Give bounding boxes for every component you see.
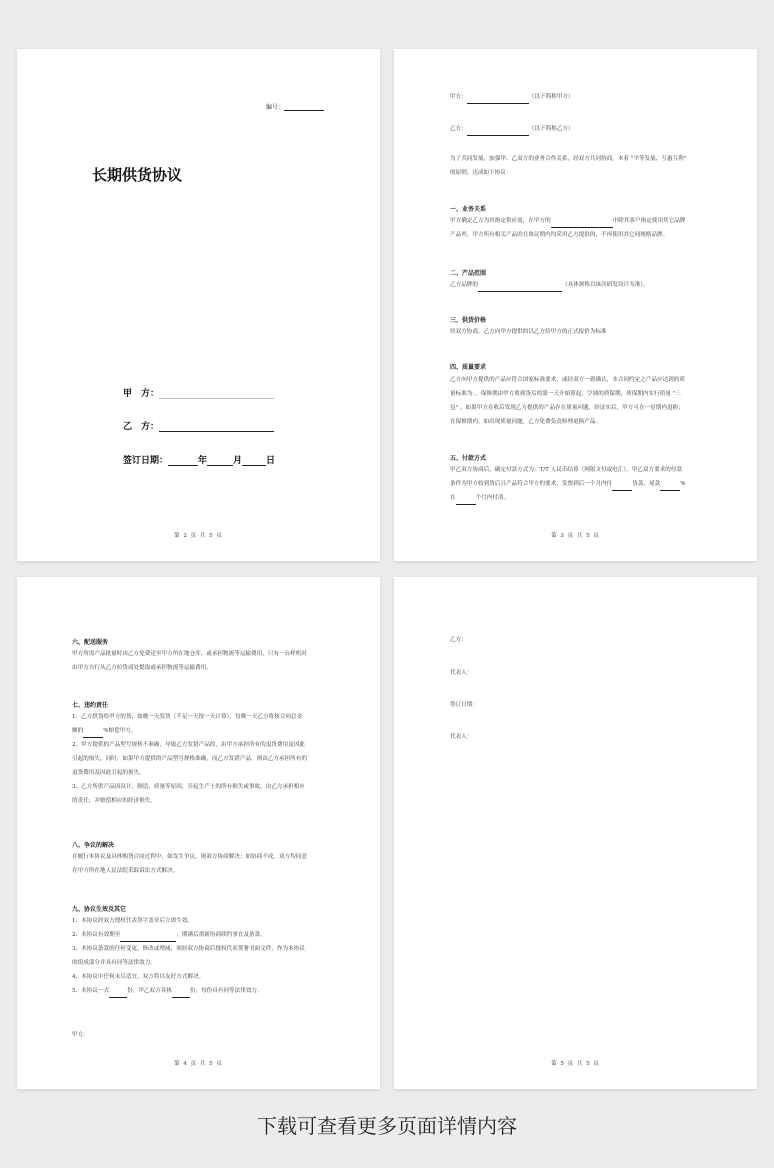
s5-blank-1 — [612, 490, 632, 491]
party-b-blank — [467, 135, 529, 136]
day-blank — [242, 465, 266, 466]
s2-blank — [478, 291, 562, 292]
sign-date: 签订日期： — [450, 702, 478, 708]
month-blank — [207, 465, 233, 466]
s1-text-a: 甲方确定乙方为其指定供应商，在甲方的 — [450, 218, 551, 224]
party-b-label: 乙方： — [450, 126, 467, 132]
s2-text-a: 乙方品牌的 — [450, 282, 478, 288]
s9-line-6 — [72, 984, 328, 998]
s7-text-a: 额的 — [72, 728, 84, 734]
page-footer: 第 3 页 共 5 页 — [551, 533, 600, 539]
s9-line-1: 1、本协议经双方授权代表签字盖章后立即生效。 — [72, 918, 194, 924]
s2-text-b: （具体规格以该次研发设计为准）。 — [561, 282, 649, 288]
intro-paragraph — [450, 152, 705, 180]
s9-blank-2 — [109, 997, 127, 998]
section-1-line-2: 产品外，甲方所有相关产品的在协议期内均采用乙方提供的，不再使用其它同规格品牌。 — [450, 232, 669, 238]
s9-line-5: 4、本协议中任何未尽适宜，双方将以友好方式解决。 — [72, 974, 205, 980]
s9-text-e: 份，每份具有同等法律效力。 — [189, 988, 263, 994]
s7-text-b: %赔偿甲方。 — [103, 728, 137, 734]
s9-text-a: 2、本协议有效期至 — [72, 932, 121, 938]
party-b-label: 乙 方： — [123, 422, 160, 432]
s5-text-d: 在 — [450, 495, 456, 501]
document-page-4 — [17, 577, 380, 1089]
download-more-caption: 下载可查看更多页面详情内容 — [257, 1114, 517, 1138]
party-a-signature: 甲方： — [72, 1032, 89, 1038]
section-5-title: 五、付款方式 — [450, 455, 487, 462]
s4-line-2: 量标准为：，保修期由甲方收到货后的第一天开始算起，空调的质保期，质保期内实行质量 "三 — [450, 391, 681, 397]
section-6-title: 六、配送服务 — [72, 639, 109, 646]
contract-number-blank — [284, 110, 324, 111]
month-label: 月 — [233, 456, 243, 466]
section-3-body: 经双方协商，乙方向甲方提供的以乙方给甲方的正式报价为标准 — [450, 329, 607, 335]
s6-line-2: 由甲方自行从乙方拉货商处提取或承担物流等运输费用。 — [72, 665, 212, 671]
s5-text-c: % — [680, 481, 686, 487]
party-b-signature-row — [123, 419, 274, 432]
sign-date-row — [123, 453, 275, 466]
section-7-title: 七、违约责任 — [72, 702, 109, 709]
s9-text-b: ，期满后重新协商续约事宜及条款。 — [176, 932, 266, 938]
s5-text-b: 货款，尾款 — [632, 481, 661, 487]
party-a-blank — [159, 398, 274, 399]
section-9-title: 九、协议生效及其它 — [72, 906, 127, 913]
party-a-label: 甲方： — [450, 94, 467, 100]
s7-line-2 — [72, 724, 328, 738]
representative-1: 代表人： — [450, 670, 473, 676]
s9-text-d: 份，甲乙双方各执 — [127, 988, 172, 994]
s9-line-2 — [72, 928, 328, 942]
s7-line-7: 的责任，并赔偿相应的经济损失。 — [72, 798, 156, 804]
party-b-blank — [159, 431, 274, 432]
s5-line-2 — [450, 477, 705, 491]
year-blank — [168, 465, 198, 466]
page-footer: 第 5 页 共 5 页 — [551, 1061, 600, 1067]
s7-line-4: 引起的损失，同时，如果甲方提供的产品型号规格准确，而乙方发错产品，则由乙方承担所有的 — [72, 756, 307, 762]
intro-line-2: 的原则，达成如下协议： — [450, 170, 512, 176]
s8-line-1: 在履行本协议及具体购货合同过程中，如发生争议，则双方协商解决；如协商不成，双方均同意 — [72, 854, 307, 860]
s4-line-4: 在保修期内，如出现质量问题，乙方免费负责修理更换产品。 — [450, 419, 602, 425]
section-8-body — [72, 850, 328, 878]
party-b-signature: 乙方： — [450, 637, 467, 643]
s9-line-3: 3、本协议条款的任何变更、修改或增减，须经双方协商后授权代表签署书面文件，作为本协议 — [72, 946, 305, 952]
s5-text-a: 条件为甲方收到货后且产品符合甲方的要求，发票到后一个月内付 — [450, 481, 613, 487]
section-8-title: 八、争议的解决 — [72, 842, 115, 849]
s5-line-1: 甲乙双方协商后，确定付款方式为：T/T 人民币结算（网银支付或电汇）。甲乙双方要求的付款 — [450, 467, 683, 473]
party-a-label: 甲 方： — [123, 389, 160, 399]
day-label: 日 — [266, 456, 276, 466]
s7-line-6: 3、乙方所供产品因设计、制造、质量等原因，引起生产上的所有损失或事故，由乙方承担相应 — [72, 784, 305, 790]
section-7-body — [72, 710, 328, 808]
sign-date-label: 签订日期： — [123, 456, 169, 466]
party-a-note: （以下简称甲方） — [528, 94, 574, 100]
representative-2: 代表人： — [450, 734, 473, 740]
year-label: 年 — [198, 456, 208, 466]
section-1-line-1 — [450, 214, 705, 228]
section-1-title: 一、业务关系 — [450, 206, 487, 213]
section-6-body — [72, 647, 328, 675]
section-1-body — [450, 214, 705, 242]
document-page-3 — [394, 49, 757, 561]
section-2-title: 二、产品范围 — [450, 270, 487, 277]
s7-line-5: 退货费用及因此引起的损失。 — [72, 770, 145, 776]
page-footer: 第 2 页 共 5 页 — [174, 533, 223, 539]
s9-blank-3 — [172, 997, 190, 998]
document-title: 长期供货协议 — [91, 166, 182, 184]
s9-text-c: 5、本协议一式 — [72, 988, 110, 994]
s5-blank-2 — [660, 490, 680, 491]
party-a-blank — [467, 103, 529, 104]
s4-line-3: 包" ，如果甲方在收后发现乙方提供的产品存在质量问题，经证实后，甲方可在一星期内退换； — [450, 405, 684, 411]
section-2-body — [450, 278, 705, 292]
s8-line-2: 在甲方所在地人民法院采取诉讼方式解决。 — [72, 868, 179, 874]
s5-text-e: 个月内付清。 — [475, 495, 510, 501]
party-a-signature-row — [123, 386, 274, 399]
section-9-body — [72, 914, 328, 998]
party-b-note: （以下简称乙方） — [528, 126, 574, 132]
party-a-row — [450, 90, 705, 104]
section-4-title: 四、质量要求 — [450, 364, 487, 371]
s7-line-1: 1、乙方供货给甲方的货，如晚一天发货（不足一天按一天计算），每晚一天乙方将按合同总金 — [72, 714, 303, 720]
page-footer: 第 4 页 共 5 页 — [174, 1061, 223, 1067]
s5-line-3 — [450, 491, 705, 505]
s7-line-3: 2、甲方提供的产品型号规格不准确，导致乙方发错产品的，由甲方承担所有的退货费用及因此 — [72, 742, 305, 748]
contract-number-label: 编号： — [266, 104, 285, 111]
s4-line-1: 乙方向甲方提供的产品应符合国家标准要求，或经双方一致确认，本合同约定之产品应达到的质 — [450, 377, 685, 383]
document-page-2 — [17, 49, 380, 561]
section-3-title: 三、供货价格 — [450, 317, 487, 324]
s9-line-4: 的组成部分并具有同等法律效力。 — [72, 960, 156, 966]
section-4-body — [450, 373, 705, 429]
party-b-row — [450, 122, 705, 136]
s6-line-1: 甲方所需产品批量时由乙方免费送至甲方所在地仓库，或承担物流等运输费用，只有一台样机时 — [72, 651, 307, 657]
contract-number-row — [266, 105, 324, 111]
document-page-5 — [394, 577, 757, 1089]
section-5-body — [450, 463, 705, 505]
s5-blank-3 — [456, 504, 476, 505]
intro-line-1: 为了共同发展，加强甲、乙双方的业务合作关系，经双方共同协商，本着 "平等发展、互惠互利" — [450, 156, 687, 162]
s1-text-b: 中除其客户指定使用其它品牌 — [612, 218, 686, 224]
